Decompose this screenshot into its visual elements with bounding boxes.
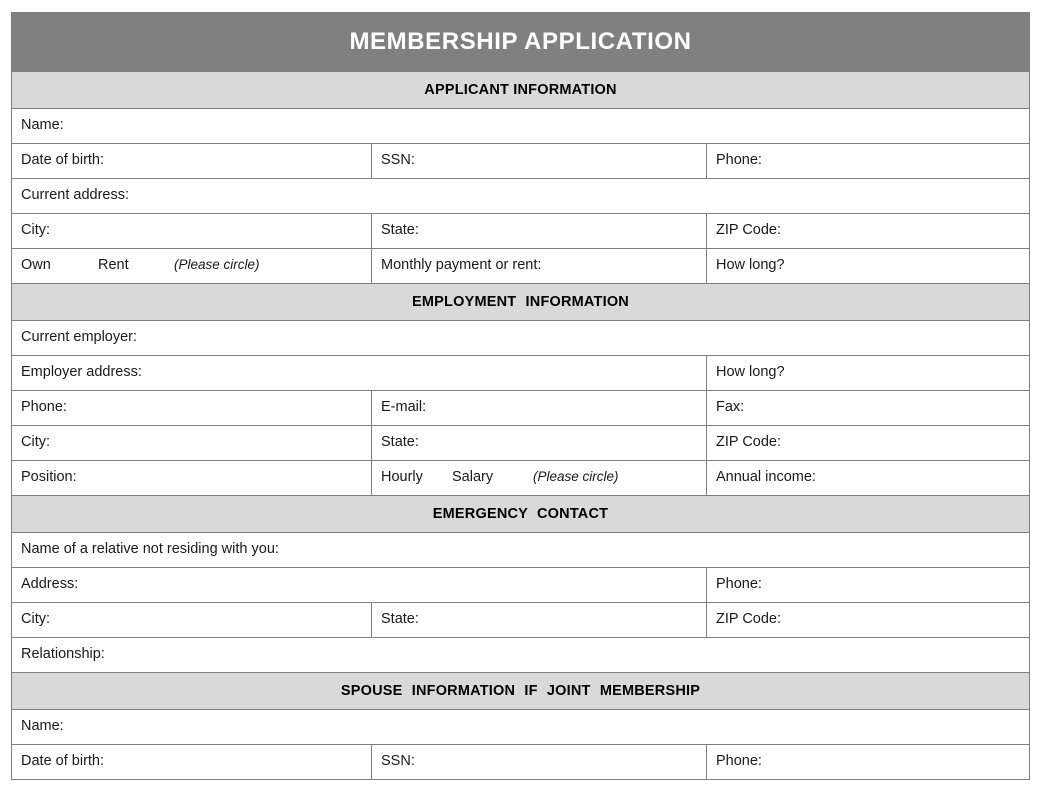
emergency-relationship-cell[interactable] xyxy=(12,638,1030,673)
applicant-ssn-cell[interactable] xyxy=(372,144,707,179)
section-header-spouse-row xyxy=(12,673,1030,710)
section-header-employment-cell xyxy=(12,284,1030,321)
applicant-phone-label: Phone: xyxy=(716,152,762,169)
emergency-zip-cell[interactable] xyxy=(707,603,1030,638)
page-title: MEMBERSHIP APPLICATION xyxy=(349,28,692,55)
emergency-relative-name-row xyxy=(12,533,1030,568)
section-header-emergency-row xyxy=(12,496,1030,533)
applicant-city-state-zip-row xyxy=(12,214,1030,249)
employment-employer-address-row xyxy=(12,356,1030,391)
employment-fax-cell[interactable] xyxy=(707,391,1030,426)
emergency-address-label: Address: xyxy=(21,576,79,593)
applicant-city-cell[interactable] xyxy=(12,214,372,249)
form-table xyxy=(11,12,1030,780)
employment-employer-address-label: Employer address: xyxy=(21,364,142,381)
applicant-zip-label: ZIP Code: xyxy=(716,222,782,239)
employment-position-label: Position: xyxy=(21,469,77,486)
section-title-applicant: APPLICANT INFORMATION xyxy=(424,82,617,98)
employment-annual-income-cell[interactable] xyxy=(707,461,1030,496)
employment-fax-label: Fax: xyxy=(716,399,745,416)
applicant-name-row xyxy=(12,109,1030,144)
employment-pay-type-cell[interactable] xyxy=(372,461,707,496)
employment-employer-address-cell[interactable] xyxy=(12,356,707,391)
emergency-relationship-row xyxy=(12,638,1030,673)
applicant-dob-label: Date of birth: xyxy=(21,152,105,169)
spouse-dob-label: Date of birth: xyxy=(21,753,105,770)
section-header-applicant-row xyxy=(12,72,1030,109)
employment-phone-email-fax-row xyxy=(12,391,1030,426)
applicant-name-cell[interactable] xyxy=(12,109,1030,144)
section-title-employment: EMPLOYMENT INFORMATION xyxy=(412,294,629,310)
applicant-city-label: City: xyxy=(21,222,50,239)
employment-how-long-cell[interactable] xyxy=(707,356,1030,391)
applicant-dob-row xyxy=(12,144,1030,179)
membership-application-form xyxy=(11,12,1029,780)
emergency-state-label: State: xyxy=(381,611,419,628)
employment-city-state-zip-row xyxy=(12,426,1030,461)
applicant-ssn-label: SSN: xyxy=(381,152,415,169)
emergency-address-row xyxy=(12,568,1030,603)
form-title-cell xyxy=(12,13,1030,72)
applicant-monthly-payment-label: Monthly payment or rent: xyxy=(381,257,542,274)
employment-email-label: E-mail: xyxy=(381,399,427,416)
employment-current-employer-label: Current employer: xyxy=(21,329,138,346)
employment-phone-cell[interactable] xyxy=(12,391,372,426)
spouse-name-row xyxy=(12,710,1030,745)
spouse-phone-label: Phone: xyxy=(716,753,762,770)
emergency-phone-cell[interactable] xyxy=(707,568,1030,603)
please-circle-hint-pay: (Please circle) xyxy=(533,469,619,485)
employment-current-employer-row xyxy=(12,321,1030,356)
employment-zip-cell[interactable] xyxy=(707,426,1030,461)
employment-phone-label: Phone: xyxy=(21,399,67,416)
spouse-ssn-cell[interactable] xyxy=(372,745,707,780)
applicant-how-long-cell[interactable] xyxy=(707,249,1030,284)
please-circle-hint-housing: (Please circle) xyxy=(174,257,260,273)
emergency-relative-name-label: Name of a relative not residing with you: xyxy=(21,541,279,558)
spouse-phone-cell[interactable] xyxy=(707,745,1030,780)
salary-option[interactable]: Salary xyxy=(452,469,494,486)
employment-state-cell[interactable] xyxy=(372,426,707,461)
section-header-employment-row xyxy=(12,284,1030,321)
emergency-zip-label: ZIP Code: xyxy=(716,611,782,628)
applicant-phone-cell[interactable] xyxy=(707,144,1030,179)
emergency-city-cell[interactable] xyxy=(12,603,372,638)
section-title-spouse: SPOUSE INFORMATION IF JOINT MEMBERSHIP xyxy=(340,683,701,699)
applicant-state-cell[interactable] xyxy=(372,214,707,249)
employment-city-cell[interactable] xyxy=(12,426,372,461)
spouse-ssn-label: SSN: xyxy=(381,753,415,770)
rent-option[interactable]: Rent xyxy=(98,257,129,274)
section-header-applicant-cell xyxy=(12,72,1030,109)
section-header-spouse-cell xyxy=(12,673,1030,710)
applicant-current-address-row xyxy=(12,179,1030,214)
emergency-state-cell[interactable] xyxy=(372,603,707,638)
spouse-name-cell[interactable] xyxy=(12,710,1030,745)
employment-state-label: State: xyxy=(381,434,419,451)
applicant-monthly-payment-cell[interactable] xyxy=(372,249,707,284)
emergency-phone-label: Phone: xyxy=(716,576,762,593)
spouse-dob-row xyxy=(12,745,1030,780)
spouse-dob-cell[interactable] xyxy=(12,745,372,780)
emergency-address-cell[interactable] xyxy=(12,568,707,603)
applicant-zip-cell[interactable] xyxy=(707,214,1030,249)
section-header-emergency-cell xyxy=(12,496,1030,533)
applicant-dob-cell[interactable] xyxy=(12,144,372,179)
section-title-emergency: EMERGENCY CONTACT xyxy=(432,506,609,522)
employment-position-row xyxy=(12,461,1030,496)
own-option[interactable]: Own xyxy=(21,257,51,274)
applicant-current-address-cell[interactable] xyxy=(12,179,1030,214)
applicant-current-address-label: Current address: xyxy=(21,187,129,204)
employment-email-cell[interactable] xyxy=(372,391,707,426)
employment-city-label: City: xyxy=(21,434,50,451)
employment-how-long-label: How long? xyxy=(716,364,785,381)
applicant-own-rent-row xyxy=(12,249,1030,284)
emergency-relative-name-cell[interactable] xyxy=(12,533,1030,568)
applicant-own-rent-cell[interactable] xyxy=(12,249,372,284)
employment-annual-income-label: Annual income: xyxy=(716,469,816,486)
employment-zip-label: ZIP Code: xyxy=(716,434,782,451)
applicant-how-long-label: How long? xyxy=(716,257,785,274)
applicant-state-label: State: xyxy=(381,222,419,239)
emergency-city-state-zip-row xyxy=(12,603,1030,638)
emergency-city-label: City: xyxy=(21,611,50,628)
emergency-relationship-label: Relationship: xyxy=(21,646,105,663)
employment-position-cell[interactable] xyxy=(12,461,372,496)
spouse-name-label: Name: xyxy=(21,718,64,735)
applicant-name-label: Name: xyxy=(21,117,64,134)
hourly-option[interactable]: Hourly xyxy=(381,469,423,486)
form-title-row xyxy=(12,13,1030,72)
employment-current-employer-cell[interactable] xyxy=(12,321,1030,356)
